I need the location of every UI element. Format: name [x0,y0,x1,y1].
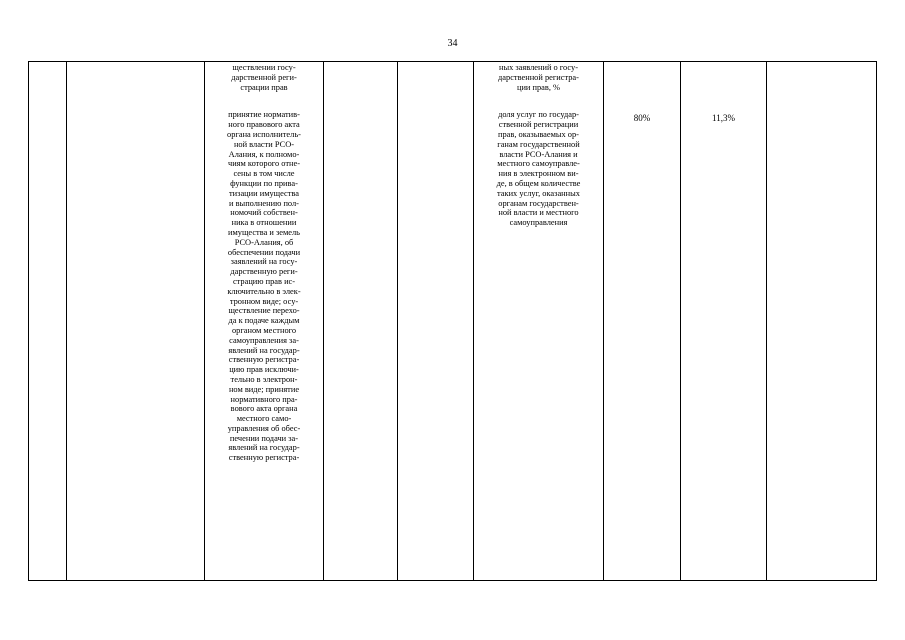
indicator-text-continued: ных заявлений о госу- дарственной регистра- ции прав, % [498,63,579,92]
current-value: 11,3% [712,113,735,123]
continuation-table [28,61,877,581]
cell-current-value [681,62,767,581]
indicator-text: доля услуг по государ- ственной регистрации прав, оказываемых ор- ганам государственной власти РСО-Алания и местного самоуправле- ния в электронном ви- де, в общем количестве таких услуг, оказанных органам государствен- ной власти и местного самоуправления [496,110,581,228]
target-value: 80% [633,113,651,123]
table-row [29,62,877,581]
cell-note [767,62,877,581]
cell-deadline [324,62,398,581]
cell-indicator [474,62,604,581]
cell-measures [205,62,324,581]
cell-target-value [604,62,681,581]
cell-name [67,62,205,581]
page-number: 34 [447,38,458,49]
measures-text-continued: ществлении госу- дарственной реги- страции прав [231,63,297,92]
cell-responsible [398,62,474,581]
cell-number [29,62,67,581]
measures-text: принятие норматив- ного правового акта органа исполнитель- ной власти РСО- Алания, к полномо- чиям которого отне- сены в том числе функции по прива- тизации имущества и выполнению пол- номочий собствен- ника в отношении имущества и земель РСО-Алания, об обеспечении подачи заявлений на госу- дарственную реги- страцию прав ис- ключительно в элек- тронном виде; осу- ществление перехо- да к подаче каждым органом местного самоуправления за- явлений на государ- ственную регистра- цию прав исключи- тельно в электрон- ном виде; принятие нормативного пра- вового акта органа местного само- управления об обес- печении подачи за- явлений на государ- ственную регистра- [227,110,301,463]
